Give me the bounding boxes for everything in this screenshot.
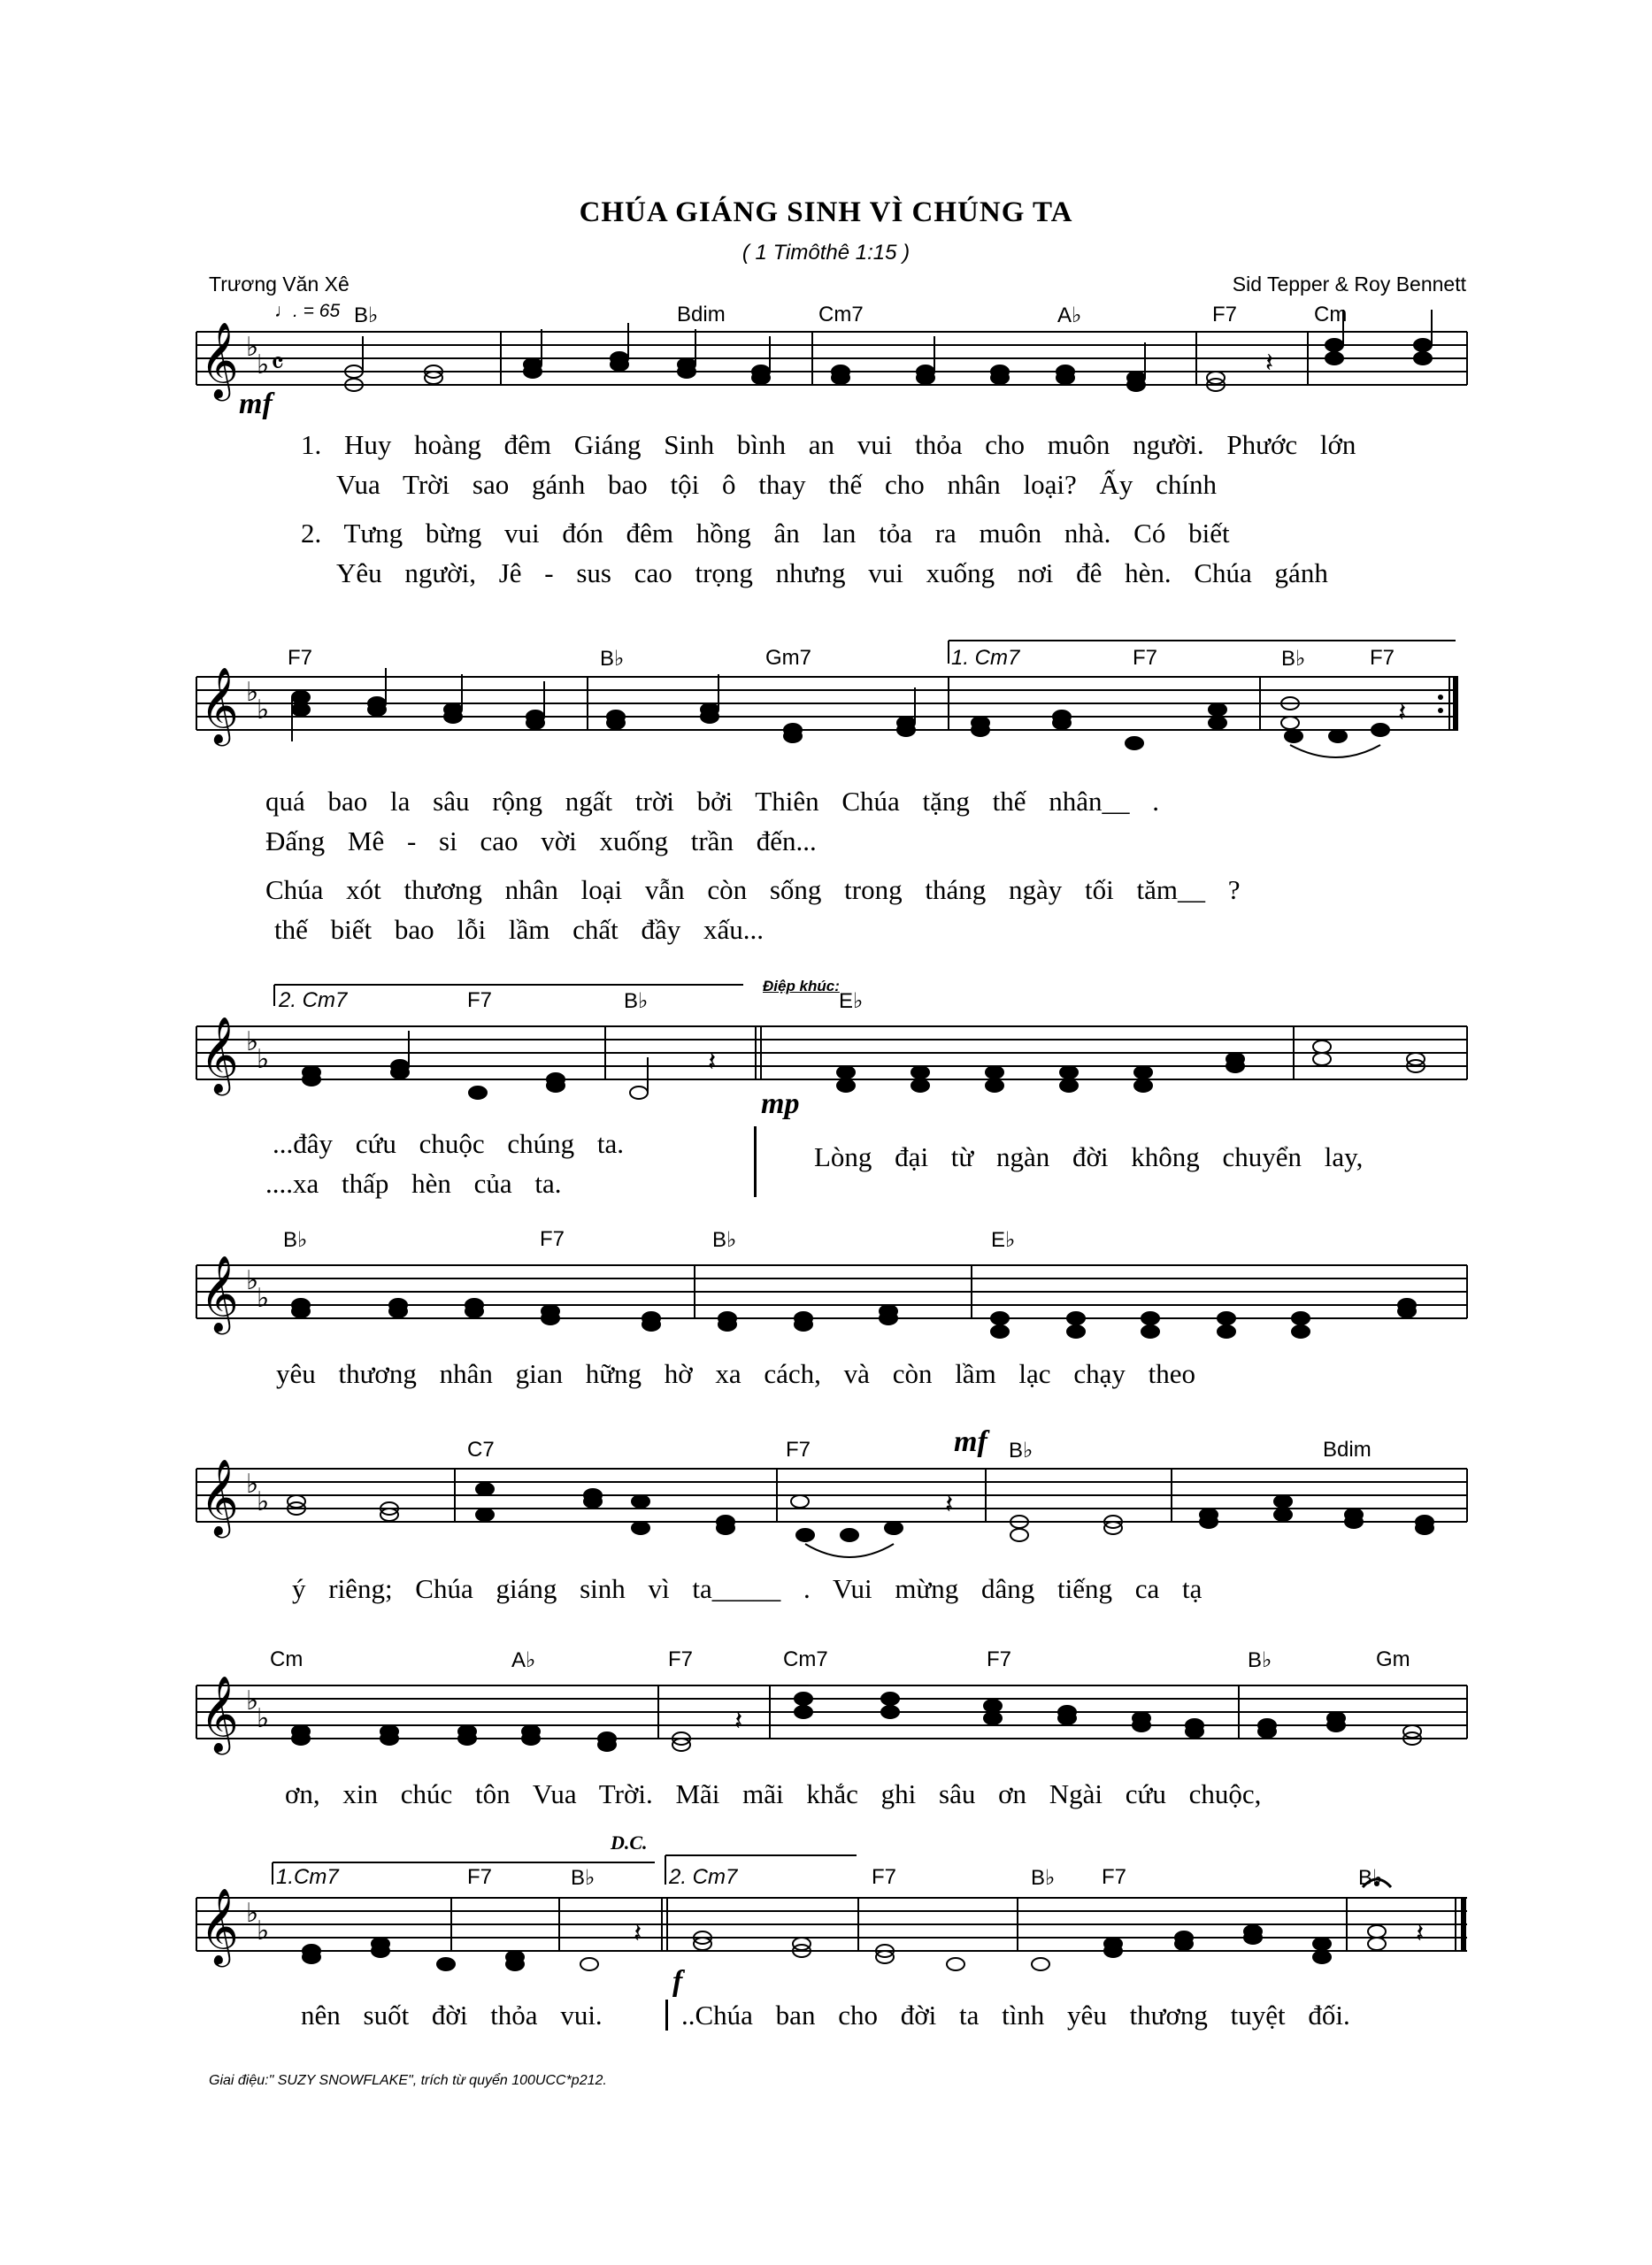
- staff: [0, 637, 1652, 770]
- svg-text:♭: ♭: [246, 1469, 259, 1500]
- chord-symbol: B♭: [600, 647, 625, 671]
- chord-symbol: 2. Cm7: [669, 1865, 738, 1889]
- chord-symbol: F7: [288, 646, 313, 670]
- chord-symbol: 2. Cm7: [279, 988, 348, 1012]
- tempo-marking: ♩. = 65: [274, 301, 341, 321]
- chord-symbol: B♭: [571, 1866, 595, 1890]
- chord-symbol: Gm: [1376, 1647, 1410, 1671]
- chord-symbol: B♭: [1281, 647, 1306, 671]
- svg-text:♭: ♭: [257, 695, 270, 726]
- chord-symbol: B♭: [283, 1228, 308, 1252]
- svg-text:𝄞: 𝄞: [200, 322, 239, 398]
- music-system-6: [0, 1646, 1652, 1831]
- dynamic-mark: mf: [239, 388, 273, 420]
- chord-symbol: Bdim: [1323, 1438, 1372, 1462]
- chord-symbol: F7: [1212, 303, 1238, 326]
- lyric-line: ơn, xin chúc tôn Vua Trời. Mãi mãi khắc ghi sâu ơn Ngài cứu chuộc,: [285, 1778, 1262, 1809]
- chord-symbol: F7: [1133, 646, 1158, 670]
- svg-text:𝄽: 𝄽: [945, 1489, 954, 1520]
- chord-symbol: C7: [467, 1438, 495, 1462]
- melody-source-note: Giai điệu:" SUZY SNOWFLAKE", trích từ quyển 100UCC*p212.: [209, 2073, 607, 2088]
- svg-text:𝄞: 𝄞: [200, 1888, 239, 1964]
- chord-symbol: Gm7: [765, 646, 812, 670]
- chord-symbol: F7: [786, 1438, 811, 1462]
- music-system-5: [0, 1425, 1652, 1624]
- chord-symbol: B♭: [1031, 1866, 1056, 1890]
- svg-text:♭: ♭: [246, 332, 259, 363]
- chord-symbol: B♭: [712, 1228, 737, 1252]
- composer-credit: Sid Tepper & Roy Bennett: [1232, 273, 1466, 296]
- section-label: Điệp khúc:: [763, 978, 840, 994]
- svg-text:𝄞: 𝄞: [200, 1676, 239, 1752]
- dynamic-mark: f: [672, 1965, 683, 1998]
- chord-symbol: F7: [1102, 1865, 1127, 1889]
- scripture-reference: ( 1 Timôthê 1:15 ): [741, 241, 911, 265]
- lyric-line: Vua Trời sao gánh bao tội ô thay thế cho nhân loại? Ấy chính: [336, 469, 1217, 500]
- chord-symbol: Cm7: [783, 1647, 828, 1671]
- lyric-line: ....xa thấp hèn của ta.: [265, 1168, 562, 1199]
- lyric-line: ..Chúa ban cho đời ta tình yêu thương tuyệt đối.: [681, 2000, 1350, 2031]
- chord-symbol: A♭: [1057, 303, 1082, 327]
- staff: [0, 1225, 1652, 1340]
- chord-symbol: 1. Cm7: [951, 646, 1020, 670]
- svg-text:♭: ♭: [257, 349, 270, 380]
- svg-text:𝄽: 𝄽: [1416, 1918, 1425, 1949]
- staff: [0, 1836, 1652, 1977]
- staff: [0, 978, 1652, 1110]
- lyric-line: Lòng đại từ ngàn đời không chuyển lay,: [814, 1141, 1364, 1172]
- chord-symbol: F7: [1370, 646, 1395, 670]
- chord-symbol: Cm: [270, 1647, 304, 1671]
- music-system-3: [0, 978, 1652, 1208]
- verse-divider: [665, 2000, 668, 2031]
- chord-symbol: E♭: [991, 1228, 1016, 1252]
- svg-text:𝄽: 𝄽: [708, 1047, 717, 1078]
- staff: [0, 1646, 1652, 1761]
- svg-text:𝄞: 𝄞: [200, 1459, 239, 1535]
- svg-text:♭: ♭: [246, 1026, 259, 1057]
- chord-symbol: Cm7: [818, 303, 864, 326]
- chord-symbol: F7: [987, 1647, 1012, 1671]
- svg-text:𝄴: 𝄴: [271, 346, 285, 381]
- chord-symbol: Cm: [1314, 303, 1348, 326]
- dc-marking: D.C.: [611, 1831, 648, 1854]
- dynamic-mark: mp: [761, 1087, 800, 1120]
- lyric-line: Đấng Mê - si cao vời xuống trần đến...: [265, 825, 817, 856]
- lyric-line: 2. Tưng bừng vui đón đêm hồng ân lan tỏa ra muôn nhà. Có biết: [301, 518, 1230, 549]
- svg-text:♭: ♭: [257, 1283, 270, 1314]
- music-system-2: [0, 637, 1652, 964]
- svg-text:𝄞: 𝄞: [200, 1255, 239, 1332]
- verse-divider: [754, 1126, 757, 1197]
- lyric-line: thế biết bao lỗi lầm chất đầy xấu...: [274, 914, 764, 945]
- music-system-7: [0, 1831, 1652, 2048]
- chord-symbol: E♭: [839, 989, 864, 1013]
- chord-symbol: A♭: [511, 1648, 536, 1672]
- chord-symbol: F7: [467, 988, 493, 1012]
- lyric-line: yêu thương nhân gian hững hờ xa cách, và còn lầm lạc chạy theo: [276, 1358, 1195, 1389]
- lyricist-credit: Trương Văn Xê: [209, 273, 350, 296]
- svg-text:𝄽: 𝄽: [1265, 348, 1274, 379]
- lyric-line: nên suốt đời thỏa vui.: [301, 2000, 603, 2031]
- music-system-4: [0, 1225, 1652, 1411]
- lyric-line: Chúa xót thương nhân loại vẫn còn sống trong tháng ngày tối tăm__ ?: [265, 874, 1241, 905]
- chord-symbol: F7: [668, 1647, 694, 1671]
- lyric-line: ý riêng; Chúa giáng sinh vì ta_____ . Vui mừng dâng tiếng ca tạ: [292, 1573, 1203, 1604]
- svg-text:𝄽: 𝄽: [734, 1706, 743, 1737]
- dynamic-mark: mf: [954, 1425, 987, 1458]
- lyric-line: Yêu người, Jê - sus cao trọng nhưng vui xuống nơi đê hèn. Chúa gánh: [336, 557, 1328, 588]
- chord-symbol: F7: [872, 1865, 897, 1889]
- svg-text:♭: ♭: [246, 1265, 259, 1296]
- lyric-line: ...đây cứu chuộc chúng ta.: [273, 1128, 624, 1159]
- chord-symbol: 1.Cm7: [276, 1865, 339, 1889]
- svg-text:𝄽: 𝄽: [1398, 697, 1407, 728]
- chord-symbol: F7: [540, 1227, 565, 1251]
- lyric-line: 1. Huy hoàng đêm Giáng Sinh bình an vui thỏa cho muôn người. Phước lớn: [301, 429, 1356, 460]
- song-title: CHÚA GIÁNG SINH VÌ CHÚNG TA: [579, 196, 1073, 228]
- chord-symbol: Bdim: [677, 303, 726, 326]
- svg-text:♭: ♭: [246, 1685, 259, 1716]
- svg-text:♭: ♭: [246, 1898, 259, 1929]
- svg-text:♭: ♭: [246, 677, 259, 708]
- staff: [0, 1429, 1652, 1562]
- svg-text:♭: ♭: [257, 1044, 270, 1075]
- svg-text:♭: ♭: [257, 1916, 270, 1946]
- svg-text:𝄞: 𝄞: [200, 1017, 239, 1093]
- svg-text:𝄽: 𝄽: [634, 1918, 642, 1949]
- chord-symbol: B♭: [1248, 1648, 1272, 1672]
- chord-symbol: F7: [467, 1865, 493, 1889]
- chord-symbol: B♭: [1009, 1439, 1033, 1463]
- svg-text:♭: ♭: [257, 1703, 270, 1734]
- lyric-line: quá bao la sâu rộng ngất trời bởi Thiên Chúa tặng thế nhân__ .: [265, 786, 1160, 817]
- chord-symbol: B♭: [624, 989, 649, 1013]
- svg-text:𝄞: 𝄞: [200, 667, 239, 743]
- chord-symbol: B♭: [354, 303, 379, 327]
- chord-symbol: B♭: [1358, 1866, 1383, 1890]
- music-system-1: [0, 301, 1652, 593]
- svg-text:♭: ♭: [257, 1486, 270, 1517]
